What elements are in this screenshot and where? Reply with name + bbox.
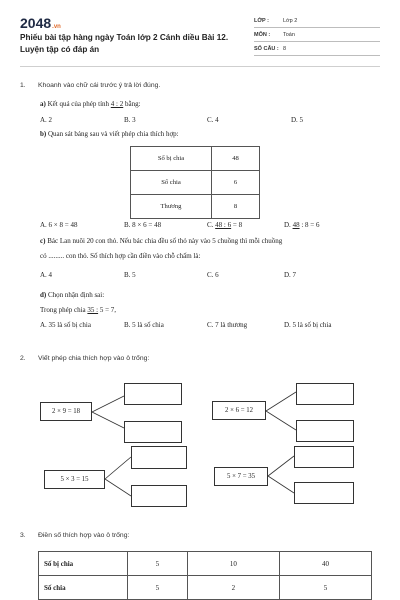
q2-answer-box-3a[interactable] [131, 446, 187, 469]
table-row [39, 552, 372, 576]
number-label: SỐ CÂU : [254, 46, 279, 52]
q2-answer-box-4b[interactable] [294, 482, 354, 504]
q2-item-2: 2 × 6 = 12 [212, 401, 266, 420]
q1b-row1-value: 48 [212, 147, 260, 171]
q1b-row1-name: Số bị chia [131, 147, 212, 171]
q1d-option-b[interactable]: B. 5 là số chia [124, 321, 164, 329]
logo-main: 2048 [20, 15, 52, 31]
q2-answer-box-2a[interactable] [296, 383, 354, 405]
q1b-text: Quan sát bảng sau và viết phép chia thích hợp: [47, 130, 179, 138]
q1d-option-a[interactable]: A. 35 là số bị chia [40, 321, 91, 329]
q1d-line2-before: Trong phép chia [40, 306, 86, 314]
q1c-line2: có ......... con thỏ. Số thích hợp cần điền vào chỗ chấm là: [40, 252, 201, 260]
q3-row1-cell2[interactable]: 10 [187, 552, 279, 576]
subject-label: MÔN : [254, 32, 271, 38]
q3-row2-cell3[interactable]: 5 [279, 576, 371, 600]
q3-table [38, 551, 372, 600]
subject-value: Toán [283, 32, 295, 38]
number-value: 8 [283, 46, 287, 52]
q1b-label: b) [40, 130, 47, 138]
q1d-option-c[interactable]: C. 7 là thương [207, 321, 248, 329]
q2-item-3: 5 × 3 = 15 [44, 470, 105, 489]
q2-answer-box-2b[interactable] [296, 420, 354, 442]
q2-number: 2. [20, 355, 26, 362]
q1b-option-c-letter: C. [207, 221, 214, 229]
q1-number: 1. [20, 82, 26, 89]
q3-row1-cell3[interactable]: 40 [279, 552, 371, 576]
q3-row1-name: Số bị chia [39, 552, 128, 576]
q1d-option-d[interactable]: D. 5 là số bị chia [284, 321, 332, 329]
q1b-option-d-tail: : 8 = 6 [301, 221, 320, 229]
q1b-option-a[interactable]: A. 6 × 8 = 48 [40, 221, 78, 229]
q1a-option-d[interactable]: D. 5 [291, 116, 304, 124]
logo-sub: .vn [52, 24, 61, 30]
q1b-row2-value: 6 [212, 171, 260, 195]
title-line-2: Luyện tập có đáp án [20, 45, 100, 54]
q2-answer-box-1b[interactable] [124, 421, 182, 443]
q1-instruction: Khoanh vào chữ cái trước ý trả lời đúng. [38, 82, 161, 89]
q2-item-4: 5 × 7 = 35 [214, 467, 268, 486]
q1d-line2-expr: 35 : [87, 306, 99, 314]
class-value: Lớp 2 [283, 18, 298, 24]
title-line-1: Phiếu bài tập hàng ngày Toán lớp 2 Cánh diều Bài 12. [20, 33, 229, 42]
q1b-option-c-expr: 48 : 6 [215, 221, 232, 229]
q1a-expr: 4 : 2 [110, 100, 124, 108]
q1a-text-after: bằng: [124, 100, 141, 108]
q3-row2-cell2[interactable]: 2 [187, 576, 279, 600]
q1c-line1: Bác Lan nuôi 20 con thỏ. Nếu bác chia đều số thỏ này vào 5 chuồng thì mỗi chuồng [47, 237, 283, 245]
q3-instruction: Điền số thích hợp vào ô trống: [38, 532, 130, 539]
q1b-option-d-letter: D. [284, 221, 291, 229]
q1c-option-b[interactable]: B. 5 [124, 271, 136, 279]
q1c-option-c[interactable]: C. 6 [207, 271, 219, 279]
q2-instruction: Viết phép chia thích hợp vào ô trống: [38, 355, 150, 362]
q1a-text-before: Kết quả của phép tính [47, 100, 110, 108]
q2-answer-box-3b[interactable] [131, 485, 187, 507]
q2-answer-box-1a[interactable] [124, 383, 182, 405]
q1a-option-c[interactable]: C. 4 [207, 116, 219, 124]
q2-item-1: 2 × 9 = 18 [40, 402, 92, 421]
q1b-option-b[interactable]: B. 8 × 6 = 48 [124, 221, 162, 229]
q1c-option-a[interactable]: A. 4 [40, 271, 53, 279]
q1b-row3-value: 8 [212, 195, 260, 219]
q1a-option-b[interactable]: B. 3 [124, 116, 136, 124]
q1c-option-d[interactable]: D. 7 [284, 271, 297, 279]
q1d-text: Chọn nhận định sai: [47, 291, 105, 299]
q2-answer-box-4a[interactable] [294, 446, 354, 468]
q3-row1-cell1[interactable]: 5 [128, 552, 188, 576]
q1a-label: a) [40, 100, 46, 108]
q1b-row3-name: Thương [131, 195, 212, 219]
q1a-option-a[interactable]: A. 2 [40, 116, 53, 124]
q1d-label: d) [40, 291, 47, 299]
q1d-line2-after: 5 = 7, [99, 306, 117, 314]
class-label: LỚP : [254, 18, 269, 24]
q1c-label: c) [40, 237, 46, 245]
q1b-option-c-tail: = 8 [232, 221, 243, 229]
q3-number: 3. [20, 532, 26, 539]
q1b-option-d-num: 48 [292, 221, 300, 229]
q1b-row2-name: Số chia [131, 171, 212, 195]
table-row [39, 576, 372, 600]
q3-row2-name: Số chia [39, 576, 128, 600]
q3-row2-cell1[interactable]: 5 [128, 576, 188, 600]
